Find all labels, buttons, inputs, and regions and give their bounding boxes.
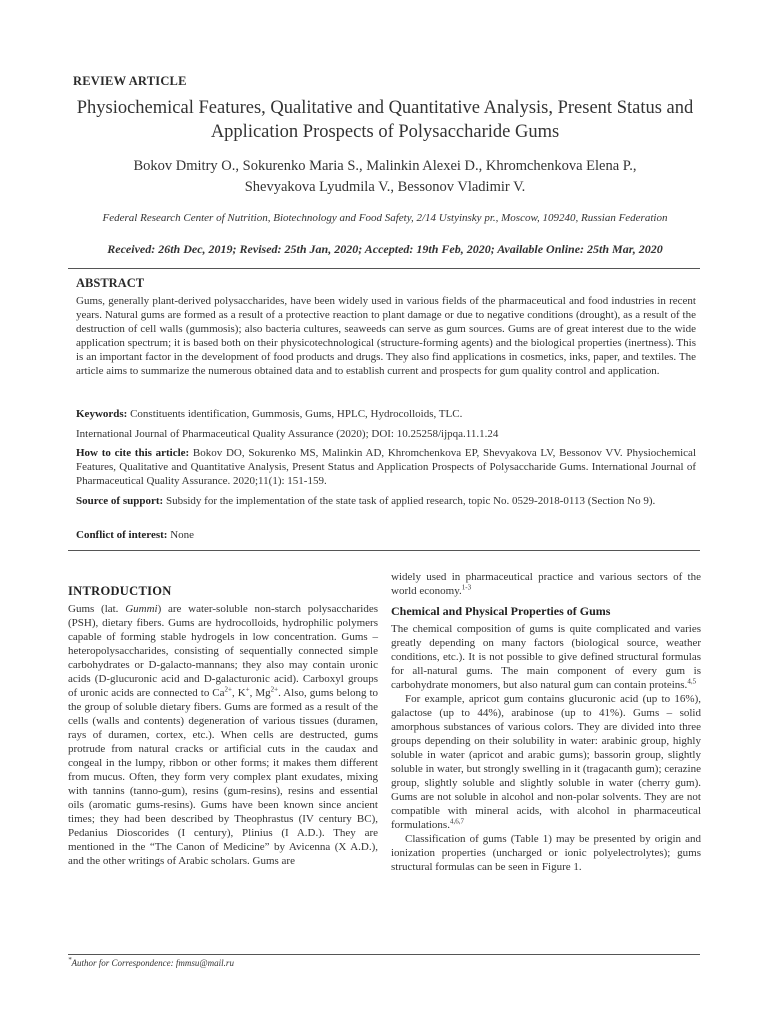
conflict-text: None bbox=[170, 529, 195, 541]
support-label: Source of support: bbox=[76, 495, 164, 507]
chemical-properties-heading: Chemical and Physical Properties of Gums bbox=[391, 604, 611, 618]
right-column bbox=[391, 570, 701, 874]
article-title: Physiochemical Features, Qualitative and Quantitative Analysis, Present Status and Application Prospects of Polysaccharide Gums bbox=[76, 98, 694, 142]
divider-abstract bbox=[68, 550, 700, 551]
keywords-label: Keywords: bbox=[76, 408, 128, 420]
divider-top bbox=[68, 268, 700, 269]
continued-paragraph: widely used in pharmaceutical practice and various sectors of the world economy.$^{1-3}$ bbox=[391, 571, 701, 597]
citation bbox=[76, 446, 696, 488]
keywords-text: Constituents identification, Gummosis, Gums, HPLC, Hydrocolloids, TLC. bbox=[130, 408, 463, 420]
conflict-of-interest bbox=[76, 528, 696, 542]
composition-paragraph: The chemical composition of gums is quite complicated and varies greatly depending on many factors (biological source, weather conditions, etc.). It is not possible to give defined structural formulas for all-natural gums. The main component of every gum is carbohydrate monomers, but also natural gum can contain proteins.$^{4,5}$ bbox=[391, 623, 701, 691]
examples-paragraph: For example, apricot gum contains glucuronic acid (up to 16%), galactose (up to 44%), arabinose (up to 41%). Gums – solid amorphous substances of various colors. They are divided into three groups depending on their solubility in water: arabinic group, highly soluble in water (apricot and arabic gums); bassorin group, slightly soluble in water, but strongly swelling in it (tragacanth gum); cerazine group, slightly soluble and slightly soluble in water (cherry gum). Gums are not soluble in alcohol and non-polar solvents. They are not compatible with mineral acids, with alcohol in pharmaceutical formulations.$^{4,6,7}$ bbox=[391, 693, 701, 831]
article-type: REVIEW ARTICLE bbox=[73, 74, 187, 88]
divider-footnote bbox=[68, 954, 700, 955]
publication-dates: Received: 26th Dec, 2019; Revised: 25th Jan, 2020; Accepted: 19th Feb, 2020; Available Online: 25th Mar, 2020 bbox=[107, 242, 663, 256]
authors-line-1: Bokov Dmitry O., Sokurenko Maria S., Malinkin Alexei D., Khromchenkova Elena P., bbox=[133, 158, 637, 174]
abstract-text: Gums, generally plant-derived polysaccharides, have been widely used in various fields of the pharmaceutical and food industries in recent years. Natural gums are formed as a result of a protective reaction to plant damage or due to negative conditions (drought), as a result of the destruction of cell walls (gummosis); also bacteria cultures, seaweeds can serve as gum sources. Gums are of great interest due to the wide application spectrum; it is based both on their physicotechnological (structure-forming agents) and the biological properties (inertness). This is an important factor in the development of food products and drugs. They also find applications in cosmetics, inks, paper, and textiles. The article aims to summarize the numerous obtained data and to establish current and prospects for gum quality control and application. bbox=[76, 295, 696, 377]
abstract-heading: ABSTRACT bbox=[76, 276, 145, 290]
authors-line-2: Shevyakova Lyudmila V., Bessonov Vladimir V. bbox=[244, 179, 526, 195]
keywords bbox=[76, 407, 696, 421]
classification-paragraph: Classification of gums (Table 1) may be presented by origin and ionization properties (uncharged or ionic polyelectrolytes); gums structural formulas can be seen in Figure 1. bbox=[391, 833, 701, 873]
support-text: Subsidy for the implementation of the state task of applied research, topic No. 0529-2018-0113 (Section No 9). bbox=[165, 495, 656, 507]
source-of-support bbox=[76, 494, 696, 508]
introduction-heading: INTRODUCTION bbox=[68, 584, 172, 598]
journal-doi: International Journal of Pharmaceutical Quality Assurance (2020); DOI: 10.25258/ijpqa.11.1.24 bbox=[76, 428, 499, 440]
authors bbox=[60, 156, 710, 198]
conflict-label: Conflict of interest: bbox=[76, 529, 168, 541]
cite-text: Bokov DO, Sokurenko MS, Malinkin AD, Khromchenkova EP, Shevyakova LV, Bessonov VV. Physiochemical Features, Qualitative and Quantitative Analysis, Present Status and Application Prospects of Polysaccharide Gums. International Journal of Pharmaceutical Quality Assurance. 2020;11(1): 151-159. bbox=[76, 447, 696, 487]
left-column bbox=[68, 584, 378, 868]
correspondence-footnote: *Author for Correspondence: fmmsu@mail.ru bbox=[68, 956, 234, 968]
affiliation: Federal Research Center of Nutrition, Biotechnology and Food Safety, 2/14 Ustyinsky pr., Moscow, 109240, Russian Federation bbox=[102, 212, 668, 224]
cite-label: How to cite this article: bbox=[76, 447, 190, 459]
intro-paragraph: Gums (lat. Gummi) are water-soluble non-starch polysaccharides (PSH), dietary fibers. Gums are hydrocolloids, hydrophilic polymers capable of forming stable hydrogels in low concentration. Gums – heteropolysaccharides, consisting of sequentially connected simple carbohydrates or D-galacto-mannans; they also may contain uronic acids (D-glucuronic acid and D-galacturonic acid). Carboxyl groups of uronic acids are connected to $Ca^{2+}$, K+, $Mg^{2+}$. Also, gums belong to the group of soluble dietary fibers. Gums are formed as a result of the cells (walls and contents) degeneration of various tissues (duramen, rays of duramen, cortex, etc.). When cells are destructed, gums protrude from natural cracks or artificial cuts in the caudax and congeal in the lumpy, ribbon or other forms; it makes them different from mucus. Often, they form very complex plant exudates, mixing with tannins (tanno-gum), resins (gum-resins), resins and essential oils (aromatic gums-resins). Gums have been known since ancient times; they had been described by Theophrastus (IV century BC), Pedanius Dioscorides (I century), Plinius (I A.D.). They are mentioned in the “The Canon of Medicine” by Avicenna (X A.D.), and the other writings of Arabic scholars. Gums are bbox=[68, 603, 378, 867]
